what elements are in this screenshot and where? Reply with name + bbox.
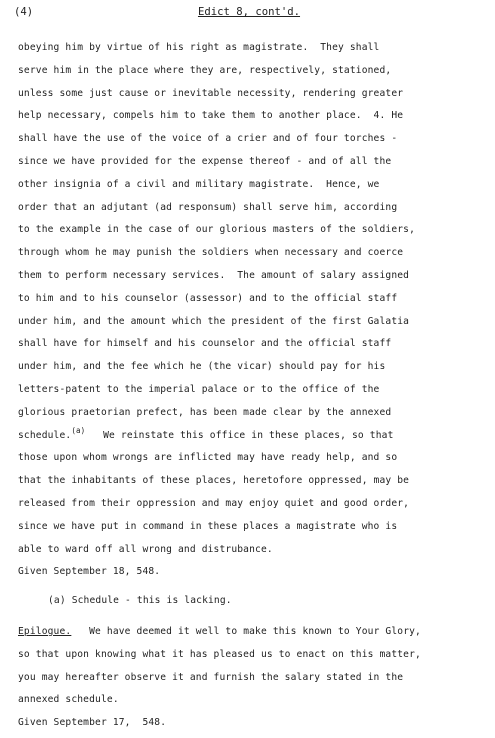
text-line: to him and to his counselor (assessor) and to the official staff: [18, 292, 398, 304]
given-date-2: Given September 17, 548.: [18, 717, 167, 729]
text-line: that the inhabitants of these places, heretofore oppressed, may be: [18, 475, 410, 487]
epilogue-line: so that upon knowing what it has pleased us to enact on this matter,: [18, 648, 421, 660]
text-line: help necessary, compels him to take them to another place. 4. He: [18, 110, 404, 122]
epilogue-label: Epilogue.: [18, 625, 72, 637]
text-line: other insignia of a civil and military magistrate. Hence, we: [18, 178, 380, 190]
page-number: (4): [14, 6, 34, 18]
text-line: able to ward off all wrong and distrubance.: [18, 543, 273, 555]
text-line: since we have put in command in these places a magistrate who is: [18, 520, 398, 532]
schedule-line-rest: We reinstate this office in these places, so that: [85, 429, 394, 441]
text-line: under him, and the fee which he (the vicar) should pay for his: [18, 361, 386, 373]
epilogue-line: you may hereafter observe it and furnish the salary stated in the: [18, 671, 404, 683]
text-line: obeying him by virtue of his right as magistrate. They shall: [18, 42, 380, 53]
text-line: serve him in the place where they are, respectively, stationed,: [18, 64, 392, 76]
text-line: order that an adjutant (ad responsum) shall serve him, according: [18, 201, 398, 213]
schedule-word: schedule.: [18, 429, 72, 441]
page-title: Edict 8, cont'd.: [197, 6, 301, 18]
page-header: [14, 6, 484, 22]
text-line: unless some just cause or inevitable necessity, rendering greater: [18, 87, 404, 99]
footnote-marker: (a): [71, 425, 86, 435]
text-line: through whom he may punish the soldiers when necessary and coerce: [18, 247, 404, 259]
text-line-schedule: [18, 425, 490, 448]
text-line: glorious praetorian prefect, has been made clear by the annexed: [18, 406, 392, 418]
epilogue-first-line: [18, 621, 490, 644]
text-line: shall have for himself and his counselor and the official staff: [18, 338, 392, 350]
text-line: released from their oppression and may enjoy quiet and good order,: [18, 497, 410, 509]
text-line: since we have provided for the expense thereof - and of all the: [18, 155, 392, 167]
text-line: letters-patent to the imperial palace or to the office of the: [18, 383, 380, 395]
text-line: those upon whom wrongs are inflicted may have ready help, and so: [18, 452, 398, 464]
document-body: [18, 37, 490, 735]
text-line: them to perform necessary services. The amount of salary assigned: [18, 269, 410, 281]
epilogue-first-rest: We have deemed it well to make this known to Your Glory,: [71, 625, 421, 637]
text-line: under him, and the amount which the president of the first Galatia: [18, 315, 410, 327]
given-date-1: Given September 18, 548.: [18, 566, 161, 578]
text-line: to the example in the case of our glorious masters of the soldiers,: [18, 224, 416, 236]
footnote: (a) Schedule - this is lacking.: [48, 595, 232, 607]
epilogue-line: annexed schedule.: [18, 694, 119, 706]
text-line: shall have the use of the voice of a crier and of four torches -: [18, 133, 398, 145]
